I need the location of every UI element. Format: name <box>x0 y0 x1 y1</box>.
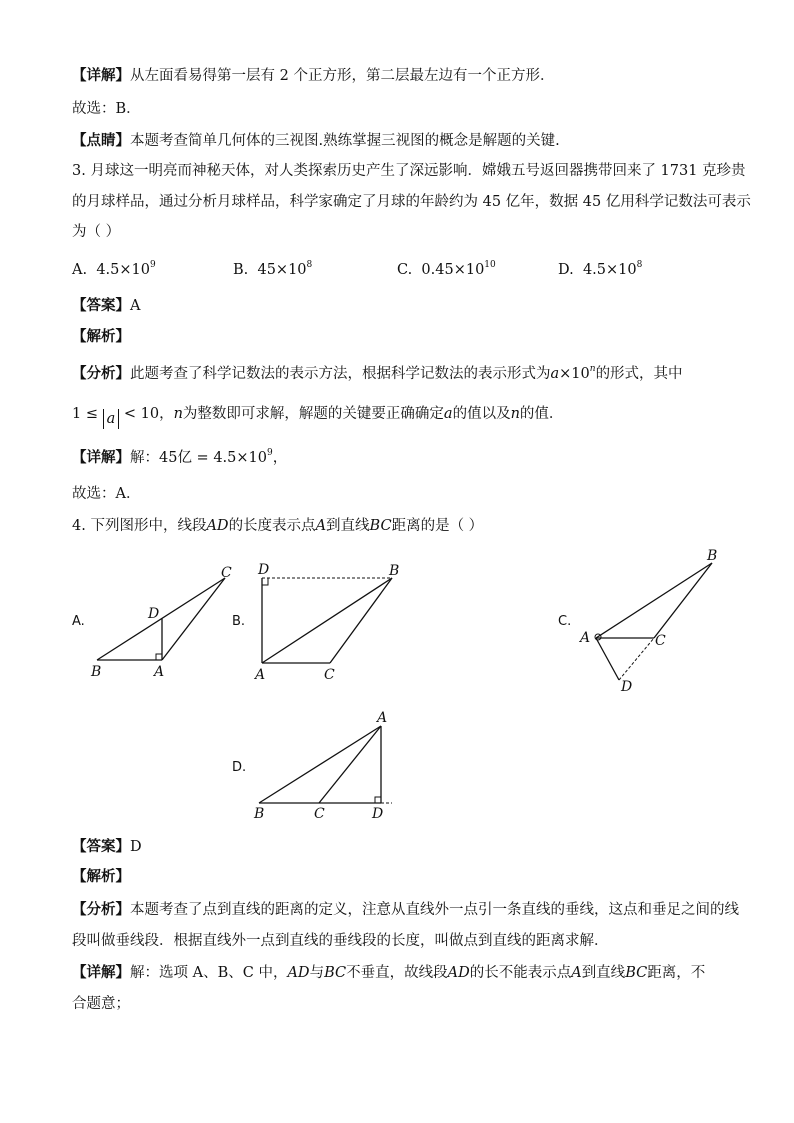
fig-c-label-d: D <box>621 679 633 695</box>
detail-text: 解：45亿 = 4.5×10 <box>130 450 267 466</box>
figure-c <box>595 563 712 680</box>
option-exp: 8 <box>636 260 643 270</box>
line-bc: BC <box>369 518 392 534</box>
line-bc: BC <box>324 965 347 981</box>
figure-option-b-label: B. <box>232 614 246 629</box>
fenxi-text: 本题考查了点到直线的距离的定义，注意从直线外一点引一条直线的垂线，这点和垂足之间的线 <box>130 902 739 918</box>
detail-text: 从左面看易得第一层有 2 个正方形，第二层最左边有一个正方形． <box>130 68 555 84</box>
answer-value: A <box>130 298 141 314</box>
choose-line: 故选：B． <box>72 101 141 117</box>
fig-d-label-c: C <box>314 806 325 822</box>
q4-fenxi-line1 <box>72 900 739 920</box>
detail-text-end: ， <box>272 450 288 466</box>
point-tag: 【点睛】 <box>72 132 130 149</box>
detail-text: 不垂直，故线段 <box>346 965 448 981</box>
detail-tag: 【详解】 <box>72 449 130 466</box>
detail-text: 到直线 <box>581 965 626 981</box>
figure-b <box>262 578 392 663</box>
figure-option-d-label: D. <box>232 760 247 775</box>
math-a: a <box>550 366 560 382</box>
figure-option-c-label: C. <box>558 614 572 629</box>
point-a: A <box>571 965 582 981</box>
option-exp: 9 <box>149 260 156 270</box>
fig-b-label-c: C <box>324 667 335 683</box>
option-value: 0.45×10 <box>421 262 485 278</box>
option-value: 45×10 <box>257 262 307 278</box>
q4-answer-line <box>72 837 142 857</box>
detail-exp: 9 <box>266 448 273 458</box>
detail-text: 与 <box>309 965 325 981</box>
fig-a-label-a: A <box>154 664 165 680</box>
option-label: C. <box>397 262 413 278</box>
q3-choose-line: 故选：A． <box>72 486 141 502</box>
figure-d <box>259 726 392 803</box>
stem-part: 到直线 <box>326 518 370 534</box>
detail-tag: 【详解】 <box>72 964 130 981</box>
answer-tag: 【答案】 <box>72 297 130 314</box>
figure-option-a-label: A. <box>72 614 85 629</box>
line-bc: BC <box>625 965 648 981</box>
fig-b-label-d: D <box>258 562 270 578</box>
detail-tag: 【详解】 <box>72 67 130 84</box>
q4-detail-line1 <box>72 963 705 983</box>
q3-stem-line1: 3. 月球这一明亮而神秘天体，对人类探索历史产生了深远影响．嫦娥五号返回器携带回来了 1731 克珍贵 <box>72 163 746 179</box>
fenxi-text-end: 的形式，其中 <box>595 366 683 382</box>
option-value: 4.5×10 <box>582 262 637 278</box>
segment-ad: AD <box>447 965 470 981</box>
detail-text: 解：选项 A、B、C 中， <box>130 965 288 981</box>
fig-c-label-b: B <box>707 548 718 564</box>
segment-ad: AD <box>287 965 310 981</box>
fig-b-label-a: A <box>255 667 266 683</box>
option-label: D. <box>558 262 574 278</box>
segment-ad: AD <box>206 518 229 534</box>
fig-a-label-c: C <box>221 565 232 581</box>
fenxi-tag: 【分析】 <box>72 901 130 918</box>
option-exp: 10 <box>484 260 496 270</box>
math-n: n <box>173 406 183 422</box>
stem-part: 距离的是（ ） <box>391 518 484 534</box>
stem-part: 的长度表示点 <box>228 518 316 534</box>
fig-d-label-a: A <box>377 710 388 726</box>
analysis-tag: 【解析】 <box>72 328 130 345</box>
math-a: a <box>443 406 453 422</box>
math-n: n <box>510 406 520 422</box>
fenxi-tag: 【分析】 <box>72 365 130 382</box>
cond-part: 的值以及 <box>452 406 511 422</box>
fig-b-label-b: B <box>389 563 400 579</box>
q4-detail-line2: 合题意； <box>72 996 130 1012</box>
option-exp: 8 <box>306 260 313 270</box>
q3-stem-line3: 为（ ） <box>72 224 121 240</box>
fig-d-label-d: D <box>372 806 384 822</box>
math-n: n <box>589 364 596 374</box>
fig-a-label-d: D <box>148 606 160 622</box>
q4-analysis-line <box>72 867 130 887</box>
option-label: B. <box>233 262 249 278</box>
fig-c-label-a: A <box>580 630 591 646</box>
fig-c-label-c: C <box>655 633 666 649</box>
option-value: 4.5×10 <box>96 262 150 278</box>
point-text: 本题考查简单几何体的三视图.熟练掌握三视图的概念是解题的关键. <box>130 133 560 149</box>
cond-part: < 10， <box>123 406 174 422</box>
fenxi-text: 此题考查了科学记数法的表示方法，根据科学记数法的表示形式为 <box>130 366 551 382</box>
figure-a <box>97 578 225 660</box>
analysis-tag: 【解析】 <box>72 868 130 885</box>
q3-stem-line2: 的月球样品，通过分析月球样品，科学家确定了月球的年龄约为 45 亿年，数据 45 亿用科学记数法可表示 <box>72 194 751 210</box>
detail-text: 的长不能表示点 <box>469 965 572 981</box>
answer-value: D <box>130 839 142 855</box>
q4-fenxi-line2: 段叫做垂线段．根据直线外一点到直线的垂线段的长度，叫做点到直线的距离求解． <box>72 933 609 949</box>
point-a: A <box>315 518 327 534</box>
detail-text: 距离，不 <box>647 965 706 981</box>
answer-tag: 【答案】 <box>72 838 130 855</box>
math-times-ten: ×10 <box>559 366 590 382</box>
stem-part: 4. 下列图形中，线段 <box>72 518 207 534</box>
cond-part: 的值． <box>519 406 564 422</box>
fig-d-label-b: B <box>254 806 265 822</box>
cond-part: 1 ≤ <box>72 406 98 422</box>
option-label: A. <box>72 262 88 278</box>
fig-a-label-b: B <box>91 664 102 680</box>
math-a: a <box>106 411 116 427</box>
cond-part: 为整数即可求解，解题的关键要正确确定 <box>182 406 444 422</box>
